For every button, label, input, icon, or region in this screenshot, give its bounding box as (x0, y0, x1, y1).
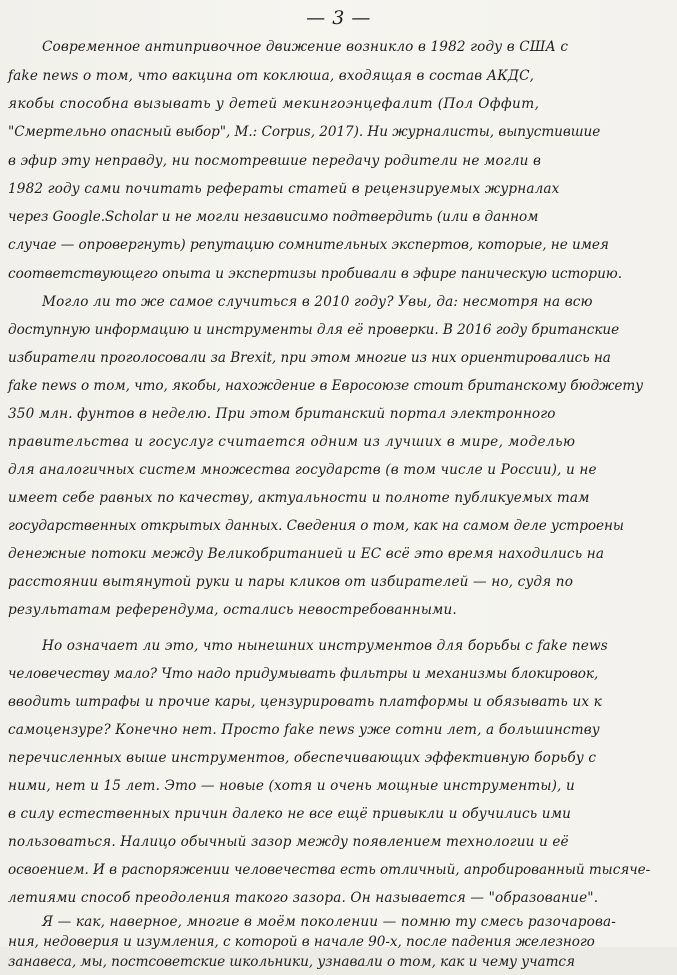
text-line: государственных открытых данных. Сведения о том, как на самом деле устроены (8, 518, 624, 534)
text-line: ними, нет и 15 лет. Это — новые (хотя и очень мощные инструменты), и (8, 778, 575, 794)
text-line: 1982 году сами почитать рефераты статей в рецензируемых журналах (8, 181, 560, 197)
text-line: доступную информацию и инструменты для её проверки. В 2016 году британские (8, 322, 620, 338)
text-line: соответствующего опыта и экспертизы пробивали в эфире паническую историю. (8, 266, 622, 282)
text-line: ния, недоверия и изумления, с которой в начале 90-х, после падения железного (8, 934, 595, 950)
text-line: случае — опровергнуть) репутацию сомнительных экспертов, которые, не имея (8, 237, 609, 253)
text-line: занавеса, мы, постсоветские школьники, узнавали о том, как и чему учатся (8, 954, 575, 970)
text-line: для аналогичных систем множества государств (в том числе и России), и не (8, 462, 597, 478)
text-line: избиратели проголосовали за Brexit, при этом многие из них ориентировались на (8, 350, 611, 366)
text-line: Могло ли то же самое случиться в 2010 году? Увы, да: несмотря на всю (42, 294, 593, 310)
text-line: в эфир эту неправду, ни посмотревшие передачу родители не могли в (8, 153, 542, 169)
text-line: fake news о том, что, якобы, нахождение в Евросоюзе стоит британскому бюджету (8, 378, 644, 394)
text-line: fake news о том, что вакцина от коклюша, входящая в состав АКДС, (8, 68, 535, 84)
page-number: — 3 — (306, 7, 371, 29)
text-line: 350 млн. фунтов в неделю. При этом британский портал электронного (8, 406, 556, 422)
text-line: летиями способ преодоления такого зазора. Он называется — "образование". (8, 890, 599, 906)
text-line: Я — как, наверное, многие в моём поколении — помню ту смесь разочарова- (42, 914, 617, 930)
text-line: пользоваться. Налицо обычный зазор между появлением технологии и её (8, 834, 569, 850)
text-line: правительства и госуслуг считается одним из лучших в мире, моделью (8, 434, 576, 450)
text-line: самоцензуре? Конечно нет. Просто fake news уже сотни лет, а большинству (8, 722, 600, 738)
text-line: освоением. И в распоряжении человечества есть отличный, апробированный тысяче- (8, 862, 651, 878)
text-line: "Смертельно опасный выбор", М.: Corpus, 2017). Ни журналисты, выпустившие (8, 124, 601, 140)
text-line: Но означает ли это, что нынешних инструментов для борьбы с fake news (42, 638, 608, 654)
text-line: якобы способна вызывать у детей мекингоэнцефалит (Пол Оффит, (8, 96, 540, 112)
text-line: вводить штрафы и прочие кары, цензурировать платформы и обязывать их к (8, 694, 602, 710)
text-line: перечисленных выше инструментов, обеспечивающих эффективную борьбу с (8, 750, 597, 766)
text-line: денежные потоки между Великобританией и ЕС всё это время находились на (8, 546, 605, 562)
text-line: через Google.Scholar и не могли независимо подтвердить (или в данном (8, 209, 539, 225)
text-line: человечеству мало? Что надо придумывать фильтры и механизмы блокировок, (8, 666, 599, 682)
text-line: Современное антипривочное движение возникло в 1982 году в США с (42, 39, 569, 55)
text-line: расстоянии вытянутой руки и пары кликов от избирателей — но, судя по (8, 574, 574, 590)
text-line: результатам референдума, остались невостребованными. (8, 602, 457, 618)
text-line: имеет себе равных по качеству, актуальности и полноте публикуемых там (8, 490, 590, 506)
text-line: в силу естественных причин далеко не все ещё привыкли и обучились ими (8, 806, 572, 822)
